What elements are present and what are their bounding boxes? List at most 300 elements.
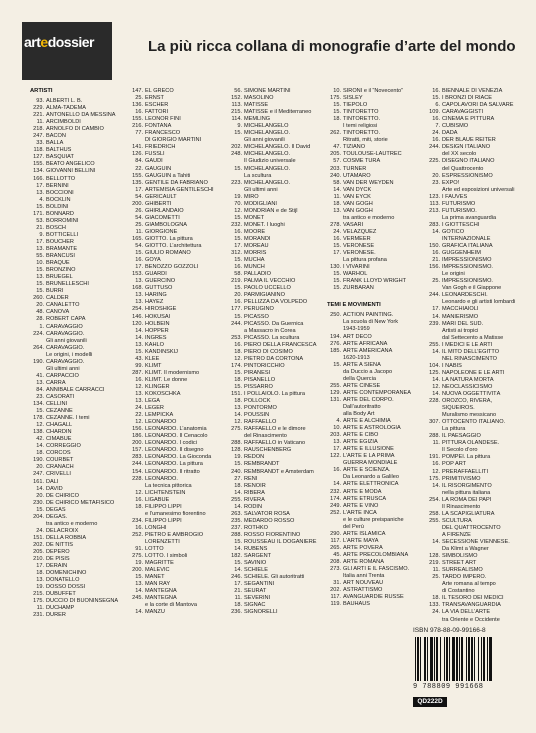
list-item — [30, 190, 126, 197]
list-item — [30, 140, 126, 147]
list-item — [426, 222, 530, 229]
list-item — [129, 299, 225, 306]
item-title: LEONARDO. — [145, 475, 178, 482]
item-title: Van Gogh e il Giappone — [442, 285, 502, 292]
list-item — [30, 246, 126, 253]
list-item — [129, 292, 225, 299]
item-number: 14. — [36, 485, 44, 492]
item-number: 15. — [234, 539, 242, 545]
tagline: La più ricca collana di monografie d’arte del mondo — [148, 38, 516, 55]
item-title: SECESSIONE VIENNESE. — [442, 539, 510, 545]
item-title: PIERO DI COSIMO — [244, 348, 293, 355]
item-title: da Duccio a Jacopo — [343, 368, 393, 375]
item-title: PRIMITIVISMO — [442, 475, 481, 482]
list-item — [30, 119, 126, 126]
list-item — [426, 123, 530, 130]
item-title: La tecnica pittorica — [145, 482, 192, 489]
item-number: 151. — [33, 534, 44, 541]
item-number: 221. — [33, 112, 44, 119]
item-title: MATISSE — [244, 102, 269, 109]
item-title: ARTE E MODA — [343, 488, 382, 495]
item-number: 185. — [330, 347, 341, 354]
list-item — [30, 549, 126, 556]
item-number: 15. — [135, 250, 143, 257]
item-title: IMPRESSIONISMO. — [442, 278, 493, 285]
list-item — [129, 342, 225, 349]
item-title: SIMBOLISMO — [442, 553, 478, 560]
item-number: 26. — [135, 207, 143, 214]
item-number: 244. — [429, 144, 440, 151]
item-number: 15. — [36, 506, 44, 513]
item-title: Leonardo e gli artisti lombardi — [442, 299, 516, 306]
item-title: REDON — [244, 454, 265, 461]
item-number: 117. — [330, 594, 341, 601]
item-title: ARTE E SCIENZA. — [343, 467, 391, 474]
item-number: 11. — [36, 605, 44, 612]
item-title: RAFFAELLO — [244, 419, 277, 426]
list-item — [228, 447, 324, 454]
item-number: 21. — [432, 257, 440, 264]
list-item — [426, 187, 530, 194]
item-title: MACCHIAIOLI — [442, 306, 479, 313]
list-item — [327, 187, 423, 194]
list-item — [327, 243, 423, 250]
item-title: GIULIO ROMANO — [145, 250, 191, 257]
list-item — [426, 335, 530, 342]
list-item — [30, 352, 126, 359]
item-title: LEONOR FINI — [145, 116, 181, 123]
item-number: 247. — [33, 471, 44, 478]
list-item — [30, 450, 126, 457]
list-item — [228, 335, 324, 342]
item-title: SIMONE MARTINI — [244, 88, 291, 94]
list-item — [129, 391, 225, 398]
item-title: EXPO! — [442, 179, 460, 186]
item-number: 156. — [132, 426, 143, 433]
list-item — [426, 201, 530, 208]
item-title: LEONARDO. Il disegno — [145, 447, 204, 454]
item-title: SARGENT — [244, 553, 272, 560]
item-title: COURBET — [46, 457, 74, 464]
item-number: 14. — [234, 412, 242, 419]
item-title: PONTORMO — [244, 405, 277, 412]
list-item — [327, 348, 423, 355]
item-title: RUBENS — [244, 546, 268, 553]
item-title: VAN GOGH — [343, 207, 373, 214]
item-title: FRANCESCO — [145, 130, 181, 137]
item-title: La pittura — [442, 426, 466, 433]
item-title: MANTEGNA — [145, 588, 177, 595]
item-number: 244. — [132, 461, 143, 468]
list-item — [30, 521, 126, 528]
item-title: CARAVAGGIO. — [46, 344, 85, 351]
list-item — [228, 497, 324, 504]
item-title: MICHELANGELO. Il David — [244, 144, 311, 151]
item-title: HIROSHIGE — [145, 306, 177, 313]
item-title: ACTION PAINTING. — [343, 312, 394, 319]
item-number: 7. — [435, 123, 440, 130]
item-title: BALLA — [46, 140, 64, 147]
item-number: 17. — [135, 264, 143, 271]
item-number: 17. — [135, 186, 143, 193]
item-title: BURRI — [46, 288, 64, 295]
item-number: 91. — [135, 546, 143, 553]
list-item — [30, 408, 126, 415]
item-number: 16. — [432, 250, 440, 257]
item-title: Artisti ai tropici — [442, 327, 479, 334]
item-title: MICHELANGELO. — [244, 179, 291, 186]
item-number: 19. — [234, 193, 242, 200]
list-item — [129, 469, 225, 476]
item-title: di Costantino — [442, 588, 475, 595]
item-number: 228. — [429, 398, 440, 405]
item-title: PINTORICCHIO — [244, 362, 285, 369]
item-title: MOREAU — [244, 243, 269, 250]
item-number: 253. — [231, 334, 242, 341]
list-item — [327, 481, 423, 488]
list-item — [30, 274, 126, 281]
item-number: 275. — [231, 426, 242, 433]
item-title: GHIBERTI — [145, 200, 172, 207]
list-item — [129, 116, 225, 123]
list-item — [228, 236, 324, 243]
list-item — [327, 376, 423, 383]
list-item — [129, 271, 225, 278]
item-title: Italia anni Trenta — [343, 573, 385, 580]
item-number: 276. — [330, 340, 341, 347]
item-title: BONNARD — [46, 210, 74, 217]
item-number: 13. — [333, 207, 341, 214]
item-title: del Perù — [343, 523, 364, 530]
item-title: AVANGUARDIE RUSSE — [343, 594, 404, 601]
item-number: 21. — [36, 224, 44, 231]
item-title: ARTE AMERICANA — [343, 347, 393, 354]
item-number: 10. — [333, 425, 341, 432]
item-number: 213. — [429, 207, 440, 214]
item-number: 240. — [231, 468, 242, 475]
item-number: 15. — [333, 102, 341, 109]
item-title: ARTE ISLAMICA — [343, 530, 386, 537]
item-number: 16. — [333, 467, 341, 474]
item-number: 33. — [36, 140, 44, 147]
item-title: CORREGGIO — [46, 443, 81, 450]
item-number: 113. — [429, 200, 440, 207]
item-number: 13. — [135, 581, 143, 588]
item-number: 45. — [333, 551, 341, 558]
list-item — [30, 302, 126, 309]
item-title: HOKUSAI — [145, 313, 171, 320]
item-title: MANET — [145, 574, 165, 581]
list-item — [327, 390, 423, 397]
list-item — [129, 525, 225, 532]
item-number: 12. — [234, 419, 242, 426]
item-number: 244. — [429, 292, 440, 299]
item-title: DELLA ROBBIA — [46, 534, 87, 541]
item-title: EL GRECO — [145, 88, 174, 94]
item-title: HARING — [145, 292, 167, 299]
item-title: CÉZANNE. I temi — [46, 415, 90, 422]
list-item — [426, 595, 530, 602]
list-item — [228, 328, 324, 335]
item-number: 15. — [333, 109, 341, 116]
item-number: 120. — [132, 320, 143, 327]
item-title: SEVERINI — [244, 595, 271, 602]
list-item — [228, 581, 324, 588]
item-title: ART DÉCO — [343, 333, 372, 340]
item-title: ROTHKO — [244, 524, 268, 531]
list-item — [228, 299, 324, 306]
item-number: 25. — [432, 278, 440, 285]
list-item — [426, 321, 530, 328]
item-number: 14. — [432, 482, 440, 489]
list-item — [426, 257, 530, 264]
item-title: LOTTO — [145, 546, 164, 553]
list-item — [30, 605, 126, 612]
list-item — [426, 454, 530, 461]
item-title: SAVINIO — [244, 560, 267, 567]
item-title: DE NITTIS — [46, 541, 74, 548]
list-item — [228, 342, 324, 349]
item-title: MOORE — [244, 228, 266, 235]
item-title: GHIRLANDAIO — [145, 207, 184, 214]
list-item — [30, 366, 126, 373]
item-title: PISSARRO — [244, 383, 273, 390]
list-item — [129, 314, 225, 321]
item-number: 25. — [135, 95, 143, 102]
item-title: ROSSO FIORENTINO — [244, 531, 301, 538]
item-title: Da Leonardo a Galileo — [343, 474, 399, 481]
item-title: DUCCIO DI BUONINSEGNA — [46, 598, 119, 605]
item-number: 19. — [234, 454, 242, 461]
item-title: TRANSAVANGUARDIA — [442, 602, 501, 609]
item-title: PICASSO. Da Guernica — [244, 320, 304, 327]
item-number: 232. — [231, 221, 242, 228]
item-number: 287. — [132, 369, 143, 376]
item-title: SALVATOR ROSA — [244, 510, 290, 517]
list-item — [129, 426, 225, 433]
item-number: 264. — [33, 344, 44, 351]
item-number: 16. — [135, 496, 143, 503]
item-title: LA SCAPIGLIATURA — [442, 510, 495, 517]
item-title: PISANELLO — [244, 376, 276, 383]
list-item — [30, 218, 126, 225]
item-title: SCHIELE — [244, 567, 268, 574]
item-number: 15. — [333, 243, 341, 250]
item-number: 244. — [231, 320, 242, 327]
list-item — [30, 253, 126, 260]
item-number: 15. — [234, 461, 242, 468]
item-number: 77. — [135, 130, 143, 137]
item-number: 54. — [135, 214, 143, 221]
item-number: 255. — [429, 517, 440, 524]
item-number: 151. — [231, 391, 242, 398]
item-number: 18. — [432, 595, 440, 602]
list-item — [426, 299, 530, 306]
list-item — [129, 88, 225, 95]
item-title: GIORGIONE — [145, 228, 178, 235]
list-item — [426, 483, 530, 490]
list-item — [30, 528, 126, 535]
item-number: 17. — [234, 243, 242, 250]
item-number: 12. — [234, 207, 242, 214]
list-item — [426, 356, 530, 363]
item-number: 20. — [234, 292, 242, 299]
list-item — [228, 130, 324, 137]
item-title: MICHELANGELO — [244, 123, 289, 130]
item-number: 252. — [132, 531, 143, 538]
list-item — [426, 342, 530, 349]
list-item — [327, 341, 423, 348]
list-item — [426, 617, 530, 624]
item-number: 13. — [135, 398, 143, 405]
item-title: ARTE A SIENA — [343, 361, 381, 368]
item-title: ESPRESSIONISMO — [442, 172, 493, 179]
item-title: LA NATURA MORTA — [442, 376, 494, 383]
list-item — [228, 285, 324, 292]
list-item — [129, 173, 225, 180]
item-number: 248. — [231, 151, 242, 158]
list-item — [426, 469, 530, 476]
list-item — [228, 194, 324, 201]
item-number: 119. — [330, 601, 341, 608]
item-title: STREET ART — [442, 560, 477, 567]
list-item — [30, 147, 126, 154]
item-number: 16. — [333, 235, 341, 242]
list-item — [228, 412, 324, 419]
list-item — [129, 208, 225, 215]
list-item — [327, 467, 423, 474]
item-title: I VIVARINI — [343, 264, 370, 271]
list-item — [228, 546, 324, 553]
list-item — [426, 102, 530, 109]
list-item — [129, 328, 225, 335]
item-number: 17. — [432, 306, 440, 313]
list-item — [426, 370, 530, 377]
item-title: DER BLAUE REITER — [442, 137, 496, 144]
item-title: ARTE E ALCHIMIA — [343, 418, 391, 425]
item-title: DEGAS — [46, 506, 66, 513]
item-title: ARTE PRECOLOMBIANA — [343, 551, 409, 558]
item-number: 16. — [432, 461, 440, 468]
item-number: 13. — [135, 292, 143, 299]
item-number: 147. — [132, 88, 143, 94]
item-title: dal Settecento a Matisse — [442, 334, 504, 341]
item-number: 265. — [330, 544, 341, 551]
list-item — [327, 123, 423, 130]
item-number: 219. — [429, 560, 440, 567]
item-number: 14. — [432, 539, 440, 545]
item-number: 104. — [429, 362, 440, 369]
item-title: BACON — [46, 133, 66, 140]
item-title: KLINGER — [145, 383, 170, 390]
item-title: LEONARDO — [145, 419, 177, 426]
item-number: 208. — [330, 559, 341, 565]
item-number: 21. — [234, 588, 242, 595]
list-item — [30, 204, 126, 211]
item-number: 14. — [432, 391, 440, 398]
list-item — [426, 546, 530, 553]
item-title: L’ARTE INCA — [343, 509, 377, 516]
item-title: MUNCH — [244, 264, 265, 271]
item-number: 43. — [135, 355, 143, 362]
list-item — [228, 151, 324, 158]
item-title: HOPPER — [145, 327, 169, 334]
item-number: 262. — [330, 130, 341, 137]
item-title: FATTORI — [145, 109, 169, 116]
list-item — [426, 130, 530, 137]
item-title: ERNST — [145, 95, 164, 102]
list-item — [327, 95, 423, 102]
item-number: 4. — [39, 196, 44, 203]
item-title: IL PAESAGGIO — [442, 433, 481, 440]
item-title: CARAVAGGISTI — [442, 109, 484, 116]
item-number: 237. — [231, 524, 242, 531]
item-title: RAUSCHENBERG — [244, 447, 292, 454]
item-title: L’ARTE MAYA — [343, 537, 379, 544]
list-item — [228, 560, 324, 567]
item-title: MICHELANGELO. — [244, 165, 291, 172]
list-item — [426, 116, 530, 123]
item-number: 182. — [231, 553, 242, 560]
item-title: LEONARDO. Il Cenacolo — [145, 433, 208, 440]
list-item — [30, 556, 126, 563]
item-number: 14. — [234, 503, 242, 510]
item-title: MEMLING — [244, 116, 271, 123]
item-title: BRONZINO — [46, 267, 76, 274]
item-title: FUTURISMO. — [442, 207, 477, 214]
item-number: 15. — [234, 165, 242, 172]
list-item — [327, 397, 423, 404]
item-number: 231. — [33, 612, 44, 619]
list-item — [228, 567, 324, 574]
item-number: 154. — [132, 468, 143, 475]
item-number: 218. — [33, 126, 44, 133]
item-number: 18. — [36, 450, 44, 457]
item-title: KLIMT — [145, 362, 162, 369]
section-heading-artisti: ARTISTI — [30, 88, 53, 94]
item-title: MALEVIČ — [145, 567, 170, 574]
item-number: 219. — [231, 278, 242, 285]
list-item — [327, 418, 423, 425]
item-title: GENTILE DA FABRIANO — [145, 179, 208, 186]
item-title: DÜRER — [46, 612, 66, 619]
list-item — [327, 166, 423, 173]
item-title: ESCHER — [145, 102, 169, 109]
list-item — [426, 574, 530, 581]
item-number: 135. — [132, 179, 143, 186]
list-item — [327, 404, 423, 411]
item-number: 117. — [330, 537, 341, 544]
item-title: CASORATI — [46, 393, 75, 400]
item-title: ALBERTI L. B. — [46, 98, 83, 104]
item-number: 11. — [234, 595, 242, 602]
item-number: 307. — [429, 419, 440, 426]
item-title: VAN EYCK — [343, 193, 371, 200]
list-item — [228, 137, 324, 144]
list-item — [426, 511, 530, 518]
item-title: LA ROMA DEI PAPI — [442, 496, 492, 503]
list-item — [327, 285, 423, 292]
list-item — [228, 321, 324, 328]
item-number: 16. — [234, 299, 242, 306]
item-title: ARTE DEL CORPO. — [343, 396, 394, 403]
item-title: Il Rinascimento — [442, 503, 481, 510]
item-title: INGRES — [145, 334, 167, 341]
list-item — [129, 236, 225, 243]
item-title: Da Klimt a Wagner — [442, 546, 489, 553]
item-number: 23. — [36, 393, 44, 400]
item-title: GAUDÍ — [145, 158, 163, 165]
